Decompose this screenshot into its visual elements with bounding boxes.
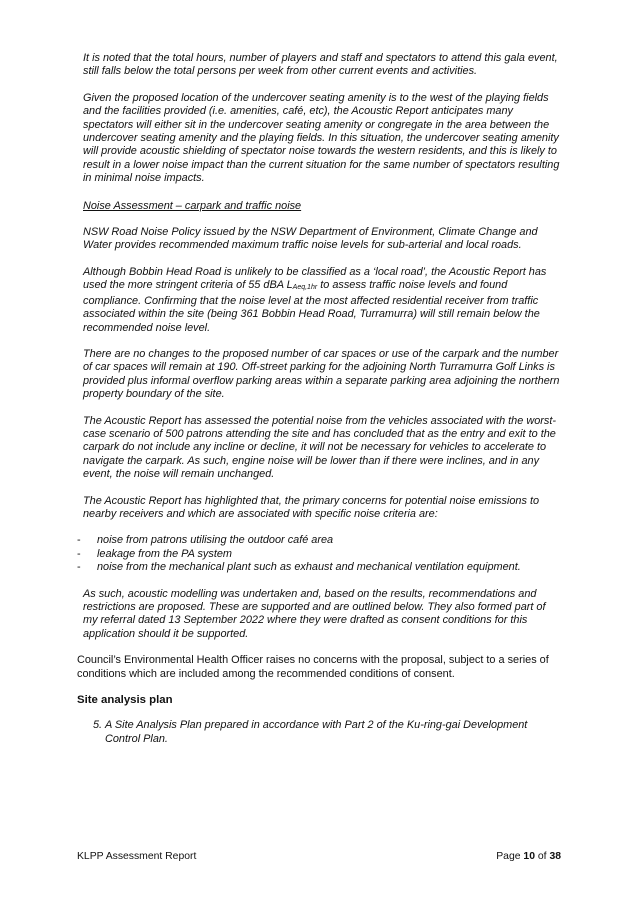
paragraph-bobbin-head-road (83, 266, 561, 335)
paragraph-car-spaces: There are no changes to the proposed number of car spaces or use of the carpark and the number of car spaces will remain at 190. Off-street parking for the adjoining North Turramurra Golf Links is provided plus informal overflow parking areas within a separate parking area adjoining the northern property boundary of the site. (83, 347, 560, 401)
list-item (77, 561, 561, 574)
list-item-text: noise from the mechanical plant such as exhaust and mechanical ventilation equipment. (97, 561, 521, 574)
paragraph-council-eho: Council’s Environmental Health Officer raises no concerns with the proposal, subject to a series of conditions which are included among the recommended conditions of consent. (77, 654, 549, 680)
dash-bullet: - (77, 534, 81, 547)
current-page: 10 (523, 851, 535, 862)
list-item-text: leakage from the PA system (97, 547, 232, 560)
of-label: of (537, 851, 547, 862)
site-analysis-item (77, 719, 555, 746)
page-number-indicator (496, 851, 561, 862)
laeq-subscript: Aeq,1hr (292, 284, 318, 292)
item-number: 5. (93, 719, 103, 732)
dash-bullet: - (77, 547, 81, 560)
list-item-text: noise from patrons utilising the outdoor café area (97, 534, 334, 547)
site-analysis-heading: Site analysis plan (77, 694, 173, 707)
page-footer (77, 851, 561, 862)
dash-bullet: - (77, 561, 81, 574)
paragraph-worst-case: The Acoustic Report has assessed the potential noise from the vehicles associated with the worst-case scenario of 500 patrons attending the site and has concluded that as the entry and exit to the carpark do not include any incline or decline, it will not be necessary for vehicles to accelerate to navigate the carpark. As such, engine noise will be lower than if there were inclines, and in any event, the noise will remain unchanged. (83, 414, 556, 481)
paragraph-acoustic-modelling: As such, acoustic modelling was undertaken and, based on the results, recommendations and restrictions are proposed. These are supported and are outlined below. They also formed part of my referral dated 13 September 2022 where they were drafted as consent conditions for this application should it be supported. (83, 587, 546, 640)
paragraph-primary-concerns: The Acoustic Report has highlighted that, the primary concerns for potential noise emissions to nearby receivers and which are associated with specific noise criteria are: (83, 494, 540, 520)
bobbin-text-after: to assess traffic noise levels and found compliance. Confirming that the noise level at the most affected residential receiver from traffic associated within the site (being 361 Bobbin Head Road, Turramurra) will still remain below the recommended noise level. (83, 279, 540, 334)
total-pages: 38 (549, 851, 561, 862)
noise-assessment-heading: Noise Assessment – carpark and traffic noise (83, 199, 302, 212)
document-body (77, 52, 561, 746)
paragraph-gala-event: It is noted that the total hours, number of players and staff and spectators to attend this gala event, still falls below the total persons per week from other current events and activities. (83, 52, 558, 78)
list-item (77, 534, 561, 547)
paragraph-undercover-seating: Given the proposed location of the undercover seating amenity is to the west of the playing fields and the facilities provided (i.e. amenities, café, etc), the Acoustic Report anticipates many spectators will either sit in the undercover seating amenity or congregate in the area between the undercover seating amenity and the playing fields. In this situation, the undercover seating amenity will provide acoustic shielding of spectator noise towards the western residents, and this is likely to result in a lower noise impact than the current situation for the same number of spectators resulting in minimal noise impacts. (83, 91, 560, 185)
paragraph-nsw-policy: NSW Road Noise Policy issued by the NSW Department of Environment, Climate Change and Water provides recommended maximum traffic noise levels for sub-arterial and local roads. (83, 226, 538, 252)
item-text: A Site Analysis Plan prepared in accordance with Part 2 of the Ku-ring-gai Development Control Plan. (105, 719, 528, 745)
list-item (77, 548, 561, 561)
concerns-list (77, 534, 561, 574)
page-label: Page (496, 851, 521, 862)
bobbin-text-before: Although Bobbin Head Road is unlikely to be classified as a ‘local road’, the Acoustic Report has used the more stringent criteria of 55 dBA L (83, 265, 547, 292)
footer-report-title: KLPP Assessment Report (77, 851, 197, 862)
